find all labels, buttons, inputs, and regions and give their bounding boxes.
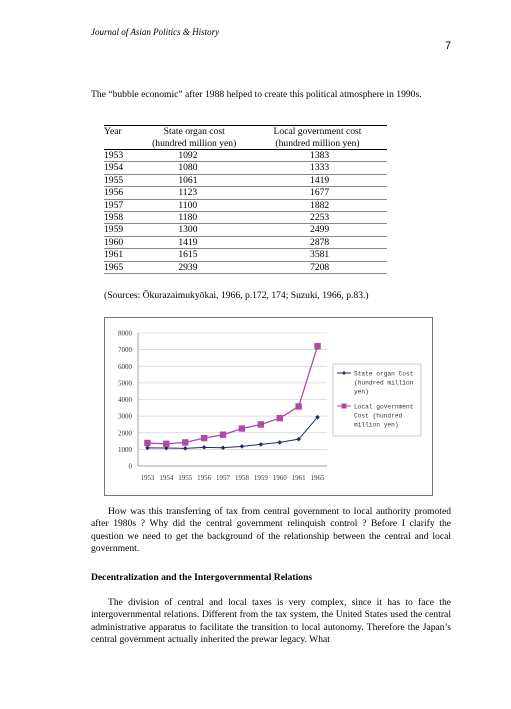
cell-local-cost: 2499 xyxy=(248,224,387,236)
cell-local-cost: 2878 xyxy=(248,236,387,248)
cell-state-cost: 1092 xyxy=(140,150,248,162)
cell-year: 1959 xyxy=(104,224,140,236)
table-row xyxy=(104,162,387,174)
cell-local-cost: 2253 xyxy=(248,211,387,223)
col-header-state-cost: State organ cost xyxy=(140,126,248,138)
table-row xyxy=(104,211,387,223)
sources-note: (Sources: Ōkurazaimukyōkai, 1966, p.172, 174; Suzuki, 1966, p.83.) xyxy=(104,290,369,301)
cell-local-cost: 3581 xyxy=(248,249,387,261)
cell-state-cost: 1100 xyxy=(140,199,248,211)
data-point-local xyxy=(163,441,169,447)
y-tick-label: 4000 xyxy=(118,396,132,404)
x-tick-label: 1960 xyxy=(272,474,287,482)
cell-local-cost: 1383 xyxy=(248,150,387,162)
x-tick-label: 1955 xyxy=(178,474,193,482)
cell-state-cost: 1615 xyxy=(140,249,248,261)
intro-paragraph: The “bubble economic” after 1988 helped to create this political atmosphere in 1990s. xyxy=(91,89,422,100)
legend-label: (hundred million xyxy=(354,379,414,387)
body-paragraph: The division of central and local taxes is very complex, since it has to face the intergovernmental relations. Different from the tax system, the United States used the central administrative apparatus to facilitate the transition to local autonomy. Therefore the Japan’s central government actually inherited the prewar legacy. What xyxy=(91,597,451,646)
data-point-local xyxy=(182,439,188,445)
y-tick-label: 2000 xyxy=(118,429,132,438)
cell-state-cost: 1180 xyxy=(140,211,248,223)
question-paragraph: How was this transferring of tax from central government to local authority promoted after 1980s ? Why did the central government relinquish control ? Before I clarify the question we need to get the background of the relationship between the central and local government. xyxy=(91,506,451,555)
legend-label: State organ Cost xyxy=(354,370,414,378)
series-line xyxy=(147,346,317,444)
cell-local-cost: 7208 xyxy=(248,261,387,273)
y-tick-label: 1000 xyxy=(118,445,132,454)
cell-year: 1961 xyxy=(104,249,140,261)
col-header-year: Year xyxy=(104,126,140,138)
cell-year: 1965 xyxy=(104,261,140,273)
col-header-local-cost: Local government cost xyxy=(248,126,387,138)
chart-canvas xyxy=(105,318,432,495)
table-row xyxy=(104,150,387,162)
data-point-state xyxy=(259,442,264,447)
legend-label: million yen) xyxy=(354,421,399,429)
cell-year: 1953 xyxy=(104,150,140,162)
data-point-local xyxy=(295,403,301,409)
cell-year: 1954 xyxy=(104,162,140,174)
data-point-local xyxy=(277,415,283,421)
journal-title: Journal of Asian Politics & History xyxy=(91,27,220,37)
data-point-local xyxy=(201,435,207,441)
cell-state-cost: 1419 xyxy=(140,236,248,248)
table-row xyxy=(104,236,387,248)
y-tick-label: 0 xyxy=(128,462,132,471)
data-point-state xyxy=(277,440,282,445)
x-tick-label: 1958 xyxy=(234,474,249,482)
cell-state-cost: 2939 xyxy=(140,261,248,273)
data-point-local xyxy=(144,440,150,446)
y-tick-label: 6000 xyxy=(118,362,132,371)
table-row xyxy=(104,174,387,186)
cell-year: 1956 xyxy=(104,187,140,199)
table-row xyxy=(104,261,387,273)
table-row xyxy=(104,249,387,261)
x-tick-label: 1953 xyxy=(140,474,155,482)
data-point-state xyxy=(202,445,207,450)
legend-label: yen) xyxy=(354,388,369,396)
data-point-local xyxy=(220,432,226,438)
x-tick-label: 1959 xyxy=(253,474,268,482)
data-point-state xyxy=(183,446,188,451)
data-point-local xyxy=(258,421,264,427)
x-tick-label: 1956 xyxy=(197,474,212,482)
table-row xyxy=(104,224,387,236)
cell-local-cost: 1333 xyxy=(248,162,387,174)
cell-state-cost: 1080 xyxy=(140,162,248,174)
y-tick-label: 5000 xyxy=(118,379,132,388)
legend-label: Local government xyxy=(354,403,414,411)
x-tick-label: 1965 xyxy=(310,474,325,482)
data-point-local xyxy=(239,425,245,431)
cell-state-cost: 1061 xyxy=(140,174,248,186)
x-tick-label: 1961 xyxy=(291,474,306,482)
cell-year: 1955 xyxy=(104,174,140,186)
legend-marker xyxy=(342,404,347,409)
y-tick-label: 3000 xyxy=(118,412,132,421)
cell-year: 1958 xyxy=(104,211,140,223)
cell-state-cost: 1300 xyxy=(140,224,248,236)
table-row xyxy=(104,187,387,199)
section-heading: Decentralization and the Intergovernmental Relations xyxy=(91,572,313,583)
col-header-local-unit: (hundred million yen) xyxy=(248,138,387,150)
cost-table xyxy=(104,125,387,274)
table-row xyxy=(104,199,387,211)
data-point-state xyxy=(240,444,245,449)
cell-year: 1957 xyxy=(104,199,140,211)
legend-label: Cost (hundred xyxy=(354,412,403,420)
page-number: 7 xyxy=(445,40,452,52)
y-tick-label: 8000 xyxy=(118,329,132,338)
cell-year: 1960 xyxy=(104,236,140,248)
cell-local-cost: 1677 xyxy=(248,187,387,199)
x-tick-label: 1957 xyxy=(216,474,231,482)
cell-local-cost: 1882 xyxy=(248,199,387,211)
data-point-local xyxy=(314,343,320,349)
cell-state-cost: 1123 xyxy=(140,187,248,199)
x-tick-label: 1954 xyxy=(159,474,174,482)
cell-local-cost: 1419 xyxy=(248,174,387,186)
y-tick-label: 7000 xyxy=(118,346,132,355)
cost-line-chart xyxy=(104,317,433,496)
col-header-state-unit: (hundred million yen) xyxy=(140,138,248,150)
